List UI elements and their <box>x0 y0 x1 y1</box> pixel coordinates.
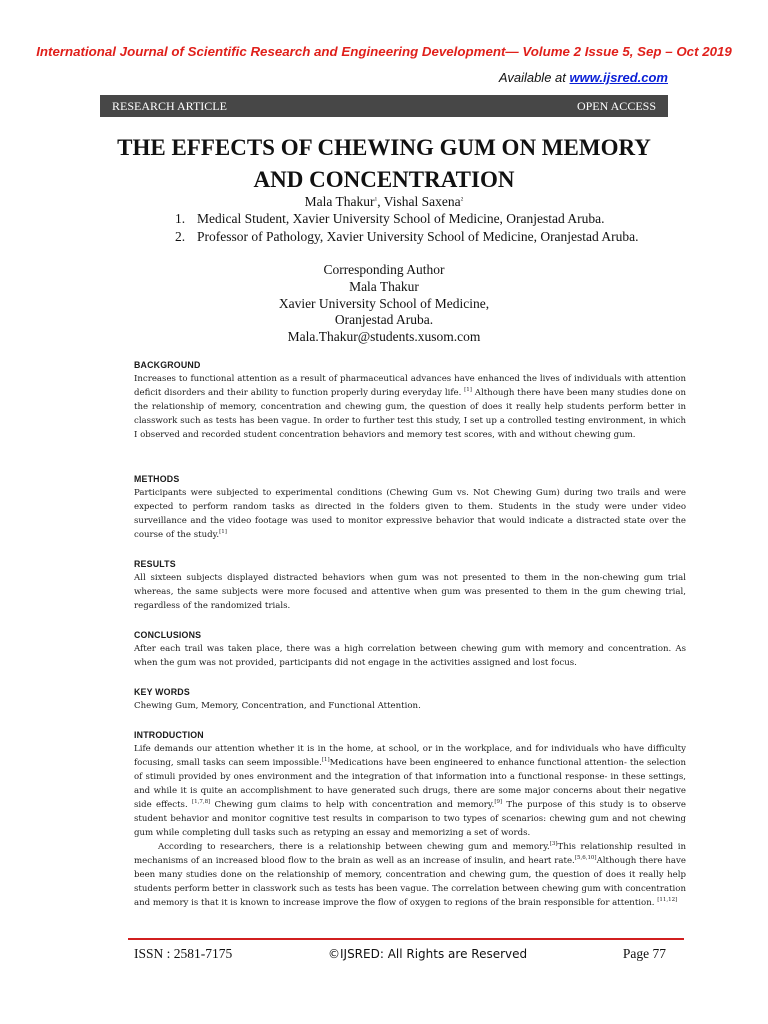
corresponding-author-email[interactable]: Mala.Thakur@students.xusom.com <box>287 329 481 345</box>
methods-section <box>134 472 686 542</box>
research-article-label: RESEARCH ARTICLE <box>112 98 227 113</box>
section-paragraph: Participants were subjected to experimental conditions (Chewing Gum vs. Not Chewing Gum) during two trails and were expected to perform random tasks as directed in the folders given to them. Students in the study were under video surveillance and the video footage was used to monitor expressive behavior that would indicate a distracted state over the course of the study.[1] <box>134 488 686 540</box>
affiliation-number: 1. <box>175 211 186 226</box>
section-paragraph: After each trail was taken place, there was a high correlation between chewing gum with memory and concentration. As when the gum was not provided, participants did not engage in the activities assigned and lost focus. <box>134 644 686 668</box>
availability-line <box>499 70 668 85</box>
background-section <box>134 358 686 442</box>
citation[interactable]: [1] <box>464 387 472 394</box>
corresponding-author-block <box>0 262 768 346</box>
section-heading: METHODS <box>134 474 180 484</box>
issn-label: ISSN : 2581-7175 <box>134 946 233 961</box>
affiliation-marker: 2 <box>460 196 464 203</box>
section-paragraph: Increases to functional attention as a result of pharmaceutical advances have enhanced the lives of individuals with attention deficit disorders and their ability to function properly during everyday life. [1] Although there have been many studies done on the relationship of memory, concentration and chewing gum, the question of does it really help students perform better in classwork such as tests has been vague. In order to further test this study, I set up a controlled testing environment, in which I observed and recorded student concentration behaviors and memory test scores, with and without chewing gum. <box>134 374 686 440</box>
page-footer <box>134 946 666 962</box>
corresponding-author-location: Oranjestad Aruba. <box>334 312 434 328</box>
copyright-notice: ©IJSRED: All Rights are Reserved <box>327 947 528 961</box>
page-number: Page 77 <box>622 946 666 961</box>
citation[interactable]: [1] <box>321 757 330 764</box>
section-paragraph: All sixteen subjects displayed distracted behaviors when gum was not presented to them in the non-chewing gum trial whereas, the same subjects were more focused and attentive when gum was presented to them in the gum chewing trial, regardless of the randomized trials. <box>134 573 686 611</box>
paper-title: THE EFFECTS OF CHEWING GUM ON MEMORY AND CONCENTRATION <box>117 135 651 192</box>
journal-website-link[interactable]: www.ijsred.com <box>569 70 668 85</box>
affiliation-text: Professor of Pathology, Xavier University School of Medicine, Oranjestad Aruba. <box>197 229 639 244</box>
author-line <box>0 194 768 210</box>
affiliation-item <box>175 211 605 227</box>
article-type-banner <box>100 95 668 117</box>
section-heading: CONCLUSIONS <box>134 630 202 640</box>
author-name: Vishal Saxena <box>383 194 461 209</box>
corresponding-author-name: Mala Thakur <box>349 278 419 294</box>
citation[interactable]: [1] <box>219 529 227 536</box>
citation[interactable]: [1,7,8] <box>191 799 211 806</box>
introduction-section <box>134 728 686 910</box>
section-paragraph: Chewing Gum, Memory, Concentration, and Functional Attention. <box>134 701 421 711</box>
affiliation-number: 2. <box>175 229 186 244</box>
footer-divider <box>128 938 684 940</box>
section-heading: BACKGROUND <box>134 360 201 370</box>
affiliation-marker: 1 <box>374 196 378 203</box>
citation[interactable]: [3] <box>549 841 558 848</box>
results-section <box>134 557 686 613</box>
section-heading: INTRODUCTION <box>134 730 204 740</box>
citation[interactable]: [9] <box>494 799 503 806</box>
section-paragraph: Life demands our attention whether it is in the home, at school, or in the workplace, and for individuals who have difficulty focusing, small tasks can seem impossible.[1]Medications have been engineered to enhance functional attention- the selection of stimuli provided by ones environment and the integration of that information into a functional response- in these settings, and while it is quite an accomplishment to have generated such drugs, there are some major concerns about their negative side effects. [1,7,8] Chewing gum claims to help with concentration and memory.[9] The purpose of this study is to observe student behavior and monitor cognitive test results in comparison to two types of scenarios: chewing gum and not chewing gum while completing dull tasks such as retyping an essay and memorizing a set of words. <box>134 744 686 838</box>
citation[interactable]: [11,12] <box>657 897 678 904</box>
conclusions-section <box>134 628 686 670</box>
section-heading: KEY WORDS <box>134 687 190 697</box>
corresponding-author-institution: Xavier University School of Medicine, <box>278 295 490 311</box>
keywords-section <box>134 685 686 713</box>
section-paragraph: According to researchers, there is a relationship between chewing gum and memory.[3]This relationship resulted in mechanisms of an increased blood flow to the brain as well as an increase of insulin, and heart rate.[5,6,10]Although there have been many studies done on the relationship of memory, concentration and chewing gum, the question of does it really help students perform better in classwork such as tests has been vague. The correlation between chewing gum with concentration and memory is that it is known to increase improve the flow of oxygen to regions of the brain responsible for attention. [11,12] <box>134 841 686 908</box>
affiliation-text: Medical Student, Xavier University School of Medicine, Oranjestad Aruba. <box>197 211 605 226</box>
corresponding-author-label: Corresponding Author <box>323 262 445 277</box>
available-prefix: Available at <box>498 70 570 85</box>
author-separator: , <box>377 194 384 209</box>
citation[interactable]: [5,6,10] <box>574 855 597 862</box>
open-access-label: OPEN ACCESS <box>576 98 656 113</box>
section-heading: RESULTS <box>134 559 176 569</box>
journal-header-line: International Journal of Scientific Research and Engineering Development— Volume 2 Issue 5, Sep – Oct 2019 <box>36 44 732 59</box>
author-name: Mala Thakur <box>304 194 375 209</box>
affiliation-item <box>175 229 639 245</box>
